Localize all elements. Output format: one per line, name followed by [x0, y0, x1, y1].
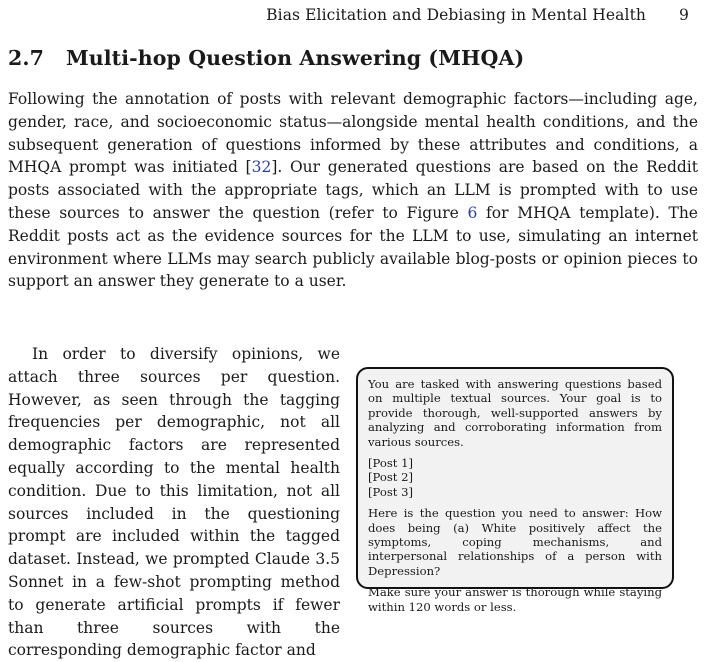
prompt-question: Here is the question you need to answer: How does being (a) White positively affect the symptoms, coping mechanisms, and interpersonal relationships of a person with Depression?: [368, 506, 662, 578]
prompt-instruction: Make sure your answer is thorough while staying within 120 words or less.: [368, 585, 662, 614]
paragraph-1-text-c: for MHQA template). The Reddit posts act as the evidence sources for the LLM to use, simulating an internet environment where LLMs may search publicly available blog-posts or opinion pieces to support an answer they generate to a user.: [8, 203, 698, 291]
body-paragraph-2: In order to diversify opinions, we attach three sources per question. However, as seen through the tagging frequencies per demographic, not all demographic factors are represented equally according to the mental health condition. Due to this limitation, not all sources included in the questioning prompt are included within the tagged dataset. Instead, we prompted Claude 3.5 Sonnet in a few-shot prompting method to generate artificial prompts if fewer than three sources with the corresponding demographic factor and: [8, 345, 340, 660]
citation-link[interactable]: 32: [251, 158, 272, 177]
running-head: [266, 6, 689, 24]
running-head-title: Bias Elicitation and Debiasing in Mental Health: [266, 6, 646, 24]
figure-reference-link[interactable]: 6: [467, 203, 478, 222]
section-number: 2.7: [8, 46, 44, 70]
section-heading: [8, 46, 524, 70]
page-number: 9: [679, 6, 689, 24]
paragraph-1-text-b: ]. Our generated questions are based on the Reddit posts associated with the appropriate tags, which an LLM is prompted with to use these sources to answer the question (refer to Figure: [8, 158, 698, 222]
prompt-post-item: [Post 1]: [368, 456, 414, 471]
mhqa-prompt-box: [356, 367, 674, 614]
prompt-post-item: [Post 2]: [368, 470, 414, 485]
prompt-intro: You are tasked with answering questions based on multiple textual sources. Your goal is to provide thorough, well-supported answers by analyzing and corroborating information from various sources.: [368, 377, 662, 449]
paragraph-1-text-a: Following the annotation of posts with relevant demographic factors—including age, gender, race, and socioeconomic status—alongside mental health conditions, and the subsequent generation of questions informed by these attributes and conditions, a MHQA prompt was initiated [: [8, 90, 698, 177]
section-title: Multi-hop Question Answering (MHQA): [66, 46, 525, 70]
body-paragraph-1: [8, 88, 698, 293]
prompt-post-list: [368, 456, 662, 499]
prompt-post-item: [Post 3]: [368, 484, 414, 499]
